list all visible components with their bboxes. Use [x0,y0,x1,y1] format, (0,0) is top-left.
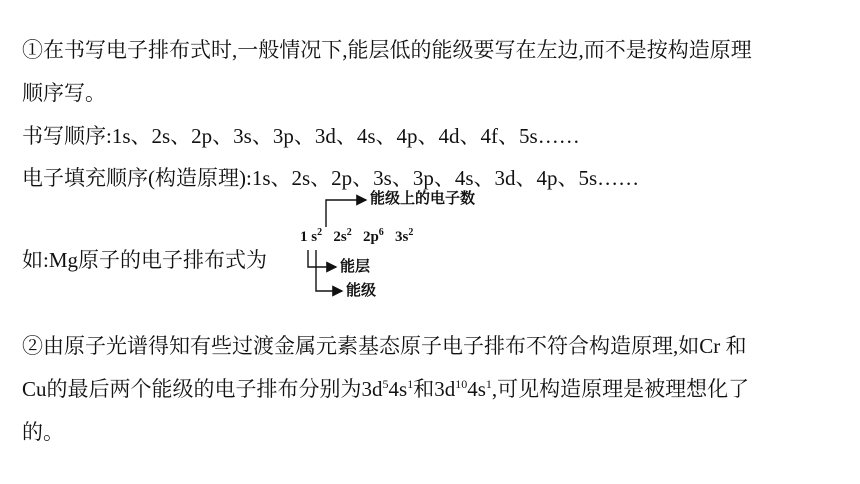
annotation-arrows [300,190,540,305]
formula-term-3s: $3s^2$ [395,227,414,245]
arrow-subshell [316,250,342,291]
paragraph1-line1: ①在书写电子排布式时,一般情况下,能层低的能级要写在左边,而不是按构造原理 [22,38,752,62]
paragraph2-line2: Cu的最后两个能级的电子排布分别为$3d^54s^1$和$3d^{10}4s^1$,可见构造原理是被理想化了 [22,377,750,401]
formula-term-1s: 1 $s^2$ [300,227,323,245]
paragraph1-line2: 顺序写。 [22,81,106,105]
arrow-electrons [326,200,366,227]
formula-term-2s: $2s^2$ [333,227,352,245]
paragraph2-line1: ②由原子光谱得知有些过渡金属元素基态原子电子排布不符合构造原理,如Cr 和 [22,334,747,358]
label-subshell: 能级 [346,283,377,299]
arrow-shell [308,250,336,267]
mg-electron-config-diagram [300,190,540,305]
paragraph2-line3: 的。 [22,420,64,444]
example-prefix: 如:Mg原子的电子排布式为 [22,248,268,272]
formula-term-2p: $2p^6$ [362,227,384,245]
label-shell: 能层 [340,259,371,275]
writing-order: 书写顺序:1s、2s、2p、3s、3p、3d、4s、4p、4d、4f、5s…… [22,124,580,148]
mg-formula [300,227,414,245]
label-electrons: 能级上的电子数 [370,191,476,207]
filling-order: 电子填充顺序(构造原理):1s、2s、2p、3s、3p、4s、3d、4p、5s…… [22,166,640,190]
